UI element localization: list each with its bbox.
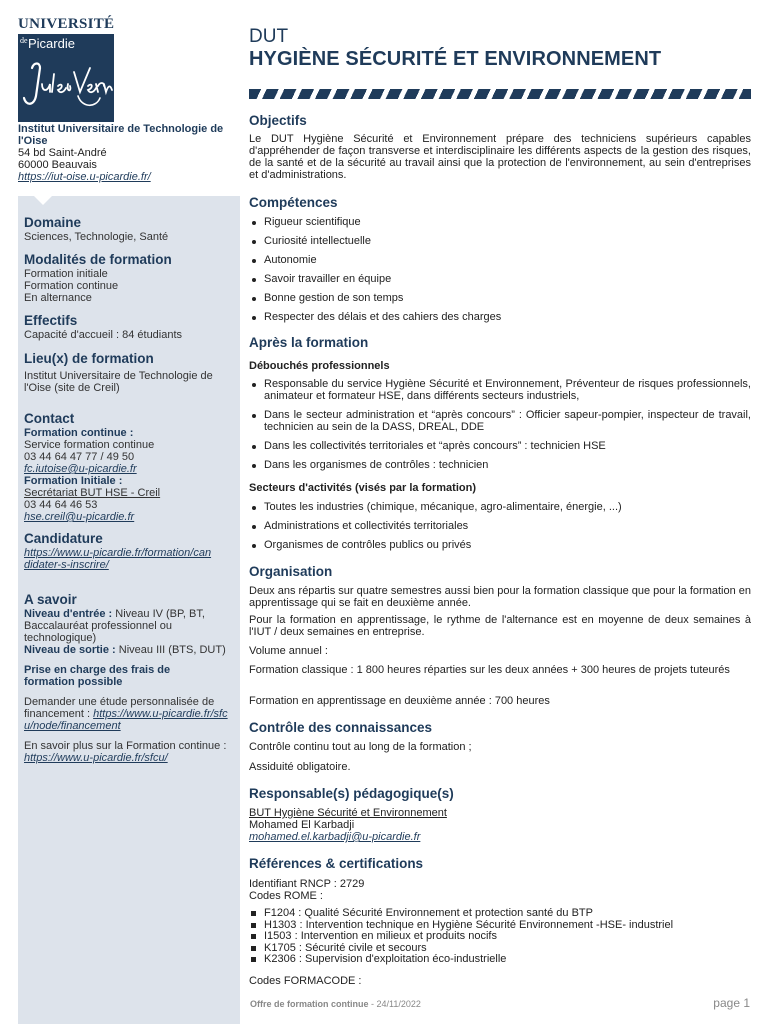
modalite-item: Formation continue [24,280,119,292]
controle-p1: Contrôle continu tout au long de la formation ; [249,741,472,753]
secteurs-heading: Secteurs d'activités (visés par la formation) [249,482,476,494]
organisation-p1: Deux ans répartis sur quatre semestres aussi bien pour la formation classique que pour la formation en apprentissage qui se fait en deuxième année. [249,585,751,609]
niveau-sortie-text: Niveau III (BTS, DUT) [118,644,226,656]
contact-fi-phone: 03 44 64 46 53 [24,499,98,511]
references-rome-label: Codes ROME : [249,890,323,902]
competences-list [249,216,751,323]
page-title: HYGIÈNE SÉCURITÉ ET ENVIRONNEMENT [249,48,662,70]
list-item: Administrations et collectivités territoriales [249,520,751,532]
modalite-item: Formation initiale [24,268,108,280]
contact-section [24,411,234,523]
objectifs-text: Le DUT Hygiène Sécurité et Environnement prépare des techniciens supérieurs capables d'appréhender de façon transverse et interdisciplinaire les différents aspects de la gestion des risques, de la santé et de la sécurité au travail ainsi que la protection de l'environnement, au sein d'entreprises et d'administrations. [249,133,751,181]
decorative-stripe [249,89,751,99]
signature-jules-verne-icon [18,34,114,122]
debouches-heading: Débouchés professionnels [249,360,390,372]
domaine-section [24,215,234,243]
left-column [0,0,240,1024]
page-number: page 1 [713,996,750,1010]
contact-fc-label: Formation continue : [24,427,134,439]
list-item: Rigueur scientifique [249,216,751,228]
organisation-p3: Volume annuel : [249,645,328,657]
list-item: F1204 : Qualité Sécurité Environnement et protection santé du BTP [249,908,751,920]
lieux-text: Institut Universitaire de Technologie de l'Oise (site de Creil) [24,370,213,394]
list-item: Organismes de contrôles publics ou privés [249,539,751,551]
list-item: Toutes les industries (chimique, mécanique, agro-alimentaire, énergie, ...) [249,501,751,513]
domaine-heading: Domaine [24,215,82,230]
contact-heading: Contact [24,411,75,426]
apres-heading: Après la formation [249,335,369,350]
list-item: I1503 : Intervention en milieux et produits nocifs [249,931,751,943]
institution-city: 60000 Beauvais [18,159,97,171]
list-item: K2306 : Supervision d'exploitation éco-industrielle [249,954,751,966]
list-item: Dans les collectivités territoriales et “après concours” : technicien HSE [249,440,751,452]
plus-text: En savoir plus sur la Formation continue : [24,740,227,752]
list-item: Respecter des délais et des cahiers des charges [249,311,751,323]
responsable-email-link[interactable]: mohamed.el.karbadji@u-picardie.fr [249,831,421,843]
organisation-p2: Pour la formation en apprentissage, le rythme de l'alternance est en moyenne de deux semaines à l'IUT / deux semaines en entreprise. [249,614,751,638]
modalites-heading: Modalités de formation [24,252,172,267]
domaine-text: Sciences, Technologie, Santé [24,231,169,243]
list-item: Dans les organismes de contrôles : technicien [249,459,751,471]
list-item: Bonne gestion de son temps [249,292,751,304]
institution-url-link[interactable]: https://iut-oise.u-picardie.fr/ [18,171,151,183]
university-logo [18,17,114,122]
responsable-name: Mohamed El Karbadji [249,819,355,831]
logo-picardie: Picardie [28,36,75,51]
niveau-entree [24,608,229,644]
candidature-heading: Candidature [24,531,103,546]
effectifs-heading: Effectifs [24,313,78,328]
contact-fc-email-link[interactable]: fc.iutoise@u-picardie.fr [24,463,137,475]
list-item: Autonomie [249,254,751,266]
candidature-section [24,531,234,571]
list-item: Dans le secteur administration et “après concours” : Officier sapeur-pompier, inspecteur de travail, technicien au sein de la DASS, DREAL, DDE [249,409,751,433]
frais-paragraph [24,696,229,732]
niveau-entree-label: Niveau d'entrée : [24,608,113,620]
references-formacode-label: Codes FORMACODE : [249,975,362,987]
niveau-sortie [24,644,229,656]
degree-label: DUT [249,26,289,47]
contact-fi-service: Secrétariat BUT HSE - Creil [24,487,161,499]
institution-name: Institut Universitaire de Technologie de l'Oise [18,123,224,147]
institution-street: 54 bd Saint-André [18,147,107,159]
frais-text: Demander une étude personnalisée de financement : [24,696,215,720]
asavoir-heading: A savoir [24,592,77,607]
frais-link[interactable]: https://www.u-picardie.fr/sfcu/node/financement [24,708,228,732]
sidebar-notch [34,196,52,205]
frais-heading: Prise en charge des frais de formation possible [24,664,171,688]
organisation-p5: Formation en apprentissage en deuxième année : 700 heures [249,695,550,707]
contact-fi-label: Formation Initiale : [24,475,123,487]
niveau-sortie-label: Niveau de sortie : [24,644,116,656]
footer-date: - 24/11/2022 [368,999,421,1009]
modalites-section [24,252,234,304]
organisation-heading: Organisation [249,564,333,579]
objectifs-heading: Objectifs [249,113,307,128]
competences-heading: Compétences [249,195,338,210]
lieux-heading: Lieu(x) de formation [24,351,154,366]
effectifs-text: Capacité d'accueil : 84 étudiants [24,329,183,341]
controle-p2: Assiduité obligatoire. [249,761,351,773]
list-item: Curiosité intellectuelle [249,235,751,247]
footer-label: Offre de formation continue [250,999,369,1009]
lieux-section [24,351,234,394]
list-item: K1705 : Sécurité civile et secours [249,943,751,955]
institution-block [18,123,238,183]
logo-university-word: UNIVERSITÉ [18,16,115,32]
plus-link[interactable]: https://www.u-picardie.fr/sfcu/ [24,752,168,764]
organisation-p4: Formation classique : 1 800 heures réparties sur les deux années + 300 heures de projets tuteurés [249,664,730,676]
asavoir-section [24,592,234,764]
footer [250,999,421,1009]
candidature-link[interactable]: https://www.u-picardie.fr/formation/candidater-s-inscrire/ [24,547,212,571]
responsables-heading: Responsable(s) pédagogique(s) [249,786,454,801]
list-item: H1303 : Intervention technique en Hygiène Sécurité Environnement -HSE- industriel [249,920,751,932]
niveau-entree-text: Niveau IV (BP, BT, Baccalauréat professionnel ou technologique) [24,608,205,644]
references-rncp: Identifiant RNCP : 2729 [249,878,365,890]
contact-fc-service: Service formation continue [24,439,155,451]
debouches-list [249,378,751,471]
logo-box [18,34,114,122]
references-heading: Références & certifications [249,856,424,871]
contact-fc-phone: 03 44 64 47 77 / 49 50 [24,451,135,463]
contact-fi-email-link[interactable]: hse.creil@u-picardie.fr [24,511,135,523]
secteurs-list [249,501,751,551]
list-item: Responsable du service Hygiène Sécurité et Environnement, Préventeur de risques professionnels, animateur et formateur HSE, dans différents secteurs industriels, [249,378,751,402]
controle-heading: Contrôle des connaissances [249,720,433,735]
responsable-program: BUT Hygiène Sécurité et Environnement [249,807,447,819]
list-item: Savoir travailler en équipe [249,273,751,285]
plus-paragraph [24,740,229,764]
logo-de: de [20,36,28,45]
effectifs-section [24,313,234,341]
rome-list [249,908,751,966]
modalite-item: En alternance [24,292,92,304]
